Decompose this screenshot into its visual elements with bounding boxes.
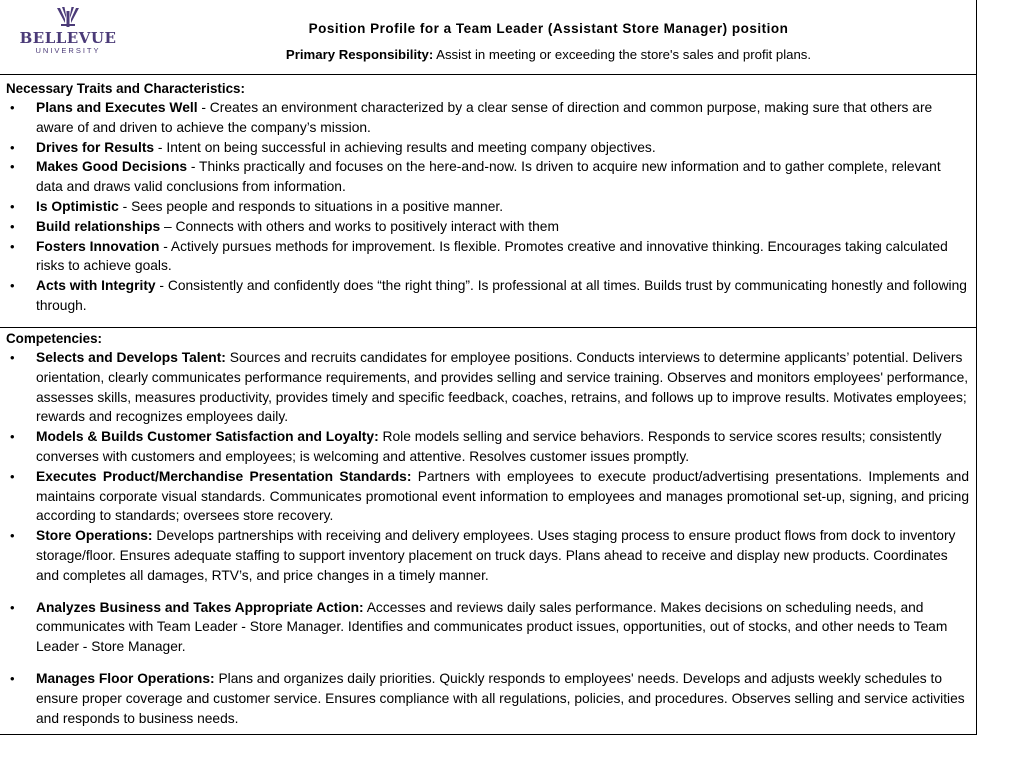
item-text: Accesses and reviews daily sales performance. Makes decisions on scheduling needs, and communicates with Team Leader - Store Manager. Identifies and communicates product issues, opportunities, out of stocks, and other needs to Team Leader - Store Manager. [36, 599, 948, 655]
list-item [6, 427, 969, 467]
item-title: Plans and Executes Well [36, 100, 198, 115]
primary-responsibility-text: Assist in meeting or exceeding the store's sales and profit plans. [433, 47, 812, 62]
item-text: - Consistently and confidently does “the right thing”. Is professional at all times. Builds trust by communicating honestly and following through. [36, 278, 967, 313]
item-text: Plans and organizes daily priorities. Quickly responds to employees' needs. Develops and adjusts weekly schedules to ensure proper coverage and customer service. Ensures compliance with all regulations, policies, and procedures. Observes selling and service activities and responds to business needs. [36, 670, 965, 726]
list-item [6, 217, 969, 237]
item-text: Develops partnerships with receiving and delivery employees. Uses staging process to ensure product flows from dock to inventory storage/floor. Ensures adequate staffing to support inventory placement on truck days. Plans ahead to receive and display new products. Coordinates and completes all damages, RTV’s, and price changes in a timely manner. [36, 528, 956, 583]
bellevue-emblem-icon [51, 6, 85, 28]
item-title: Acts with Integrity [36, 278, 156, 294]
logo-name: BELLEVUE [19, 29, 117, 47]
item-title: Models & Builds Customer Satisfaction and Loyalty: [36, 429, 379, 445]
item-text: - Creates an environment characterized by a clear sense of direction and common purpose, making sure that others are aware of and driven to achieve the company’s mission. [36, 100, 933, 135]
item-text: Partners with employees to execute product/advertising presentations. Implements and maintains corporate visual standards. Communicates promotional event information to employees and manages promotional set-up, signing, and pricing according to standards; oversees store recovery. [36, 468, 970, 524]
competencies-heading: Competencies: [6, 331, 102, 346]
item-text: - Actively pursues methods for improvement. Is flexible. Promotes creative and innovative thinking. Encourages taking calculated risks to achieve goals. [36, 238, 948, 274]
logo-subtitle: UNIVERSITY [35, 46, 101, 55]
item-title: Manages Floor Operations: [36, 670, 215, 686]
list-item [6, 598, 969, 657]
competencies-list [6, 348, 969, 728]
traits-heading: Necessary Traits and Characteristics: [6, 81, 245, 96]
item-text: – Connects with others and works to positively interact with them [160, 218, 559, 234]
list-item [6, 467, 969, 526]
list-item [6, 98, 969, 138]
primary-responsibility [120, 47, 977, 62]
page-title: Position Profile for a Team Leader (Assistant Store Manager) position [308, 21, 789, 36]
item-title: Is Optimistic [36, 198, 119, 214]
item-text: - Thinks practically and focuses on the here-and-now. Is driven to acquire new information and to gather complete, relevant data and draws valid conclusions from information. [36, 159, 941, 195]
item-title: Selects and Develops Talent: [36, 350, 226, 365]
list-item [6, 197, 969, 217]
university-logo [18, 6, 118, 66]
list-item [6, 138, 969, 158]
traits-list [6, 98, 969, 316]
competencies-section [0, 327, 977, 728]
list-item [6, 669, 969, 728]
list-item [6, 526, 969, 585]
item-title: Drives for Results [36, 139, 155, 155]
list-item [6, 237, 969, 277]
item-title: Executes Product/Merchandise Presentation Standards: [36, 468, 412, 484]
item-title: Store Operations: [36, 528, 153, 544]
item-text: Role models selling and service behaviors. Responds to service scores results; consistently converses with customers and employees; is welcoming and attentive. Resolves customer issues promptly. [36, 429, 942, 464]
traits-section [0, 80, 977, 316]
item-text: - Intent on being successful in achieving results and meeting company objectives. [154, 139, 656, 155]
item-title: Build relationships [36, 218, 161, 234]
item-title: Analyzes Business and Takes Appropriate Action: [36, 599, 364, 615]
list-item [6, 157, 969, 197]
list-item [6, 276, 969, 316]
item-title: Fosters Innovation [36, 238, 160, 254]
item-title: Makes Good Decisions [36, 159, 188, 175]
primary-responsibility-label: Primary Responsibility: [285, 47, 434, 62]
item-text: Sources and recruits candidates for employee positions. Conducts interviews to determine applicants’ potential. Delivers orientation, clearly communicates performance requirements, and provides selling and service training. Observes and monitors employees' performance, assesses skills, measures productivity, provides timely and specific feedback, coaches, retrains, and follows up to improve results. Motivates employees; rewards and recognizes employees daily. [36, 350, 969, 425]
list-item [6, 348, 969, 427]
item-text: - Sees people and responds to situations in a positive manner. [118, 198, 504, 214]
document-header [0, 0, 977, 75]
